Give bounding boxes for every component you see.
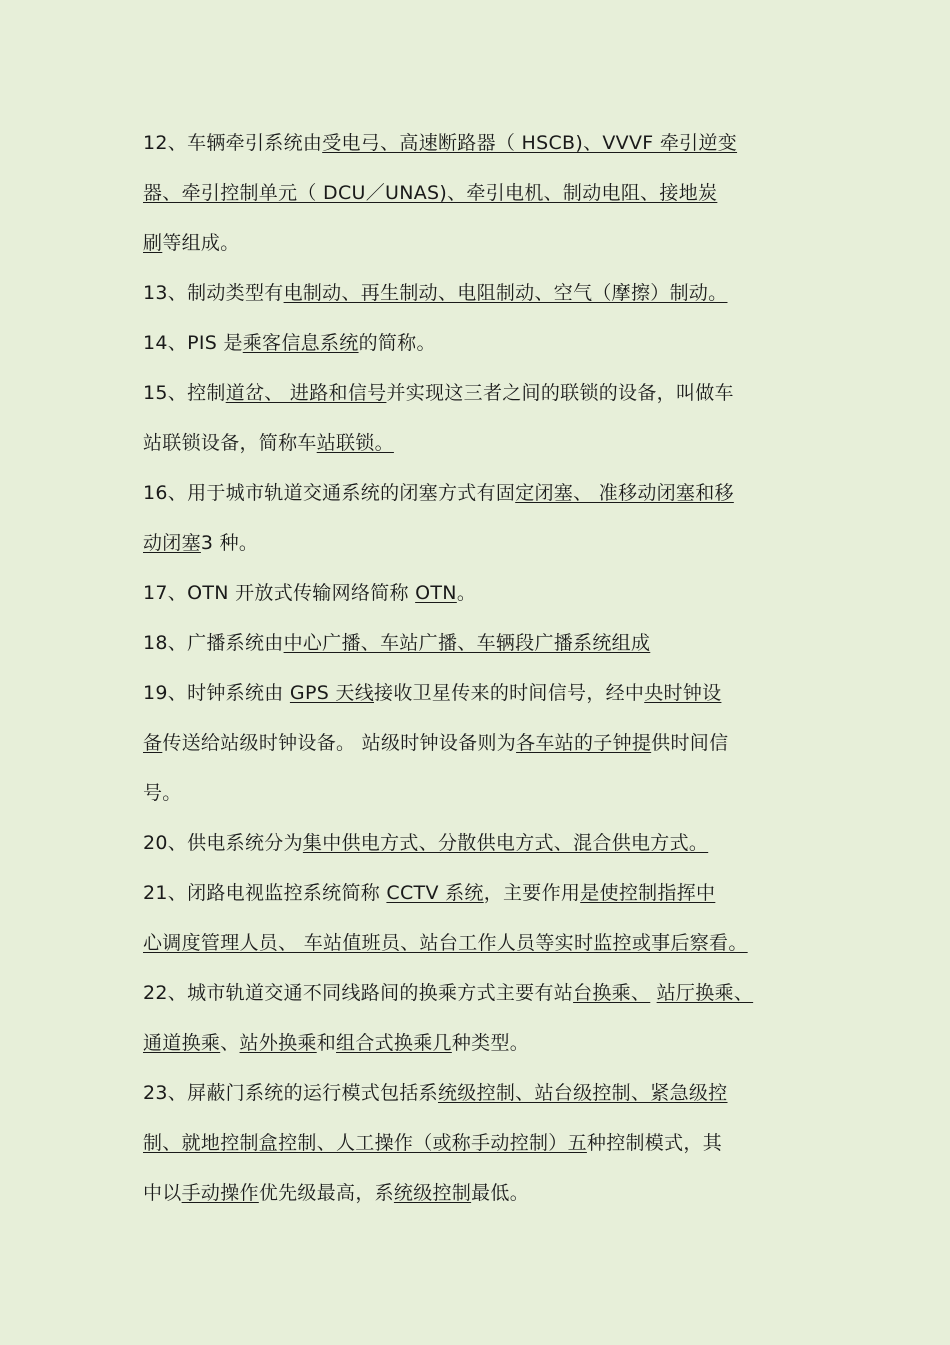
text-line [143,630,650,656]
text-segment: 17、OTN 开放式传输网络简称 [143,582,416,604]
text-segment: 20、供电系统分为 [143,832,303,854]
text-segment: 21、闭路电视监控系统简称 [143,882,387,904]
underlined-answer: 受电弓、高速断路器（ HSCB)、VVVF 牵引逆变 [322,132,738,154]
underlined-answer: 刷 [143,232,163,254]
text-segment: 23、屏蔽门系统的运行模式包括系 [143,1082,438,1104]
underlined-answer: 各车站的子钟提 [516,732,652,754]
text-line [143,1030,529,1056]
text-segment: 3 种。 [200,532,259,554]
text-segment: 种类型。 [451,1032,530,1054]
text-segment: 22、城市轨道交通不同线路间的换乘方式主要有站 [143,982,574,1004]
underlined-answer: 集中供电方式、分散供电方式、混合供电方式。 [302,832,709,854]
text-segment: 15、控制 [143,382,226,404]
text-segment: 18、广播系统由 [143,632,284,654]
text-line [143,1180,529,1206]
text-line [143,230,240,256]
text-segment: 和 [316,1032,337,1054]
text-segment: 14、PIS 是 [143,332,243,354]
text-segment: ，主要作用 [483,882,581,904]
text-segment: 并实现这三者之间的联锁的设备，叫做车 [386,382,734,404]
text-segment: 。 [456,582,477,604]
text-segment: 站联锁设备，简称车 [143,432,317,454]
underlined-answer: 组合式换乘几 [336,1032,452,1054]
underlined-answer: 乘客信息系统 [242,332,359,354]
text-line [143,180,717,206]
text-segment: 12、车辆牵引系统由 [143,132,323,154]
text-line [143,730,728,756]
text-line [143,330,436,356]
underlined-answer: 备 [143,732,163,754]
text-segment: 种控制模式，其 [586,1132,723,1154]
text-segment: 13、制动类型有 [143,282,284,304]
underlined-answer: 道岔、 进路和信号 [225,382,387,404]
underlined-answer: 站外换乘 [239,1032,317,1054]
text-line [143,480,734,506]
text-line [143,830,708,856]
underlined-answer: 电制动、再生制动、电阻制动、空气（摩擦）制动。 [283,282,728,304]
underlined-answer: 站联锁。 [316,432,394,454]
text-line [143,380,734,406]
underlined-answer: 动闭塞 [143,532,201,554]
text-line [143,430,394,456]
underlined-answer: 央时钟设 [644,682,722,704]
text-line [143,930,748,956]
underlined-answer: 心调度管理人员、 车站值班员、站台工作人员等实时监控或事后察看。 [143,932,748,954]
text-segment: 优先级最高，系 [258,1182,394,1204]
text-segment: 号。 [143,782,182,804]
underlined-answer: OTN [415,582,457,604]
underlined-answer: 统级控制、站台级控制、紧急级控 [437,1082,728,1104]
underlined-answer: GPS 天线 [289,682,375,704]
text-segment: 最低。 [471,1182,530,1204]
text-line [143,680,721,706]
text-line [143,780,182,806]
text-line [143,1130,722,1156]
underlined-answer: CCTV 系统 [386,882,484,904]
text-segment: 中以 [143,1182,182,1204]
text-line [143,280,727,306]
text-line [143,1080,728,1106]
text-segment: 的简称。 [358,332,436,354]
underlined-answer: 制、就地控制盒控制、人工操作（或称手动控制）五 [143,1132,587,1154]
text-segment: 供时间信 [651,732,729,754]
text-segment: 等组成。 [162,232,240,254]
text-line [143,880,715,906]
underlined-answer: 定闭塞、 准移动闭塞和移 [515,482,734,504]
text-line [143,530,258,556]
underlined-answer: 是使控制指挥中 [580,882,716,904]
underlined-answer: 通道换乘 [143,1032,221,1054]
text-segment: 接收卫星传来的时间信号，经中 [374,682,645,704]
underlined-answer: 中心广播、车站广播、车辆段广播系统组成 [283,632,651,654]
underlined-answer: 手动操作 [181,1182,259,1204]
text-segment: 19、时钟系统由 [143,682,290,704]
text-line [143,130,737,156]
underlined-answer: 台换乘、 [573,982,651,1004]
text-segment: 、 [220,1032,240,1054]
text-segment: 16、用于城市轨道交通系统的闭塞方式有固 [143,482,516,504]
underlined-answer: 器、牵引控制单元（ DCU／UNAS)、牵引电机、制动电阻、接地炭 [143,182,718,204]
text-segment: 传送给站级时钟设备。 站级时钟设备则为 [162,732,517,754]
underlined-answer: 站厅换乘、 [656,982,754,1004]
underlined-answer: 统级控制 [393,1182,472,1204]
text-line [143,980,753,1006]
text-line [143,580,476,606]
